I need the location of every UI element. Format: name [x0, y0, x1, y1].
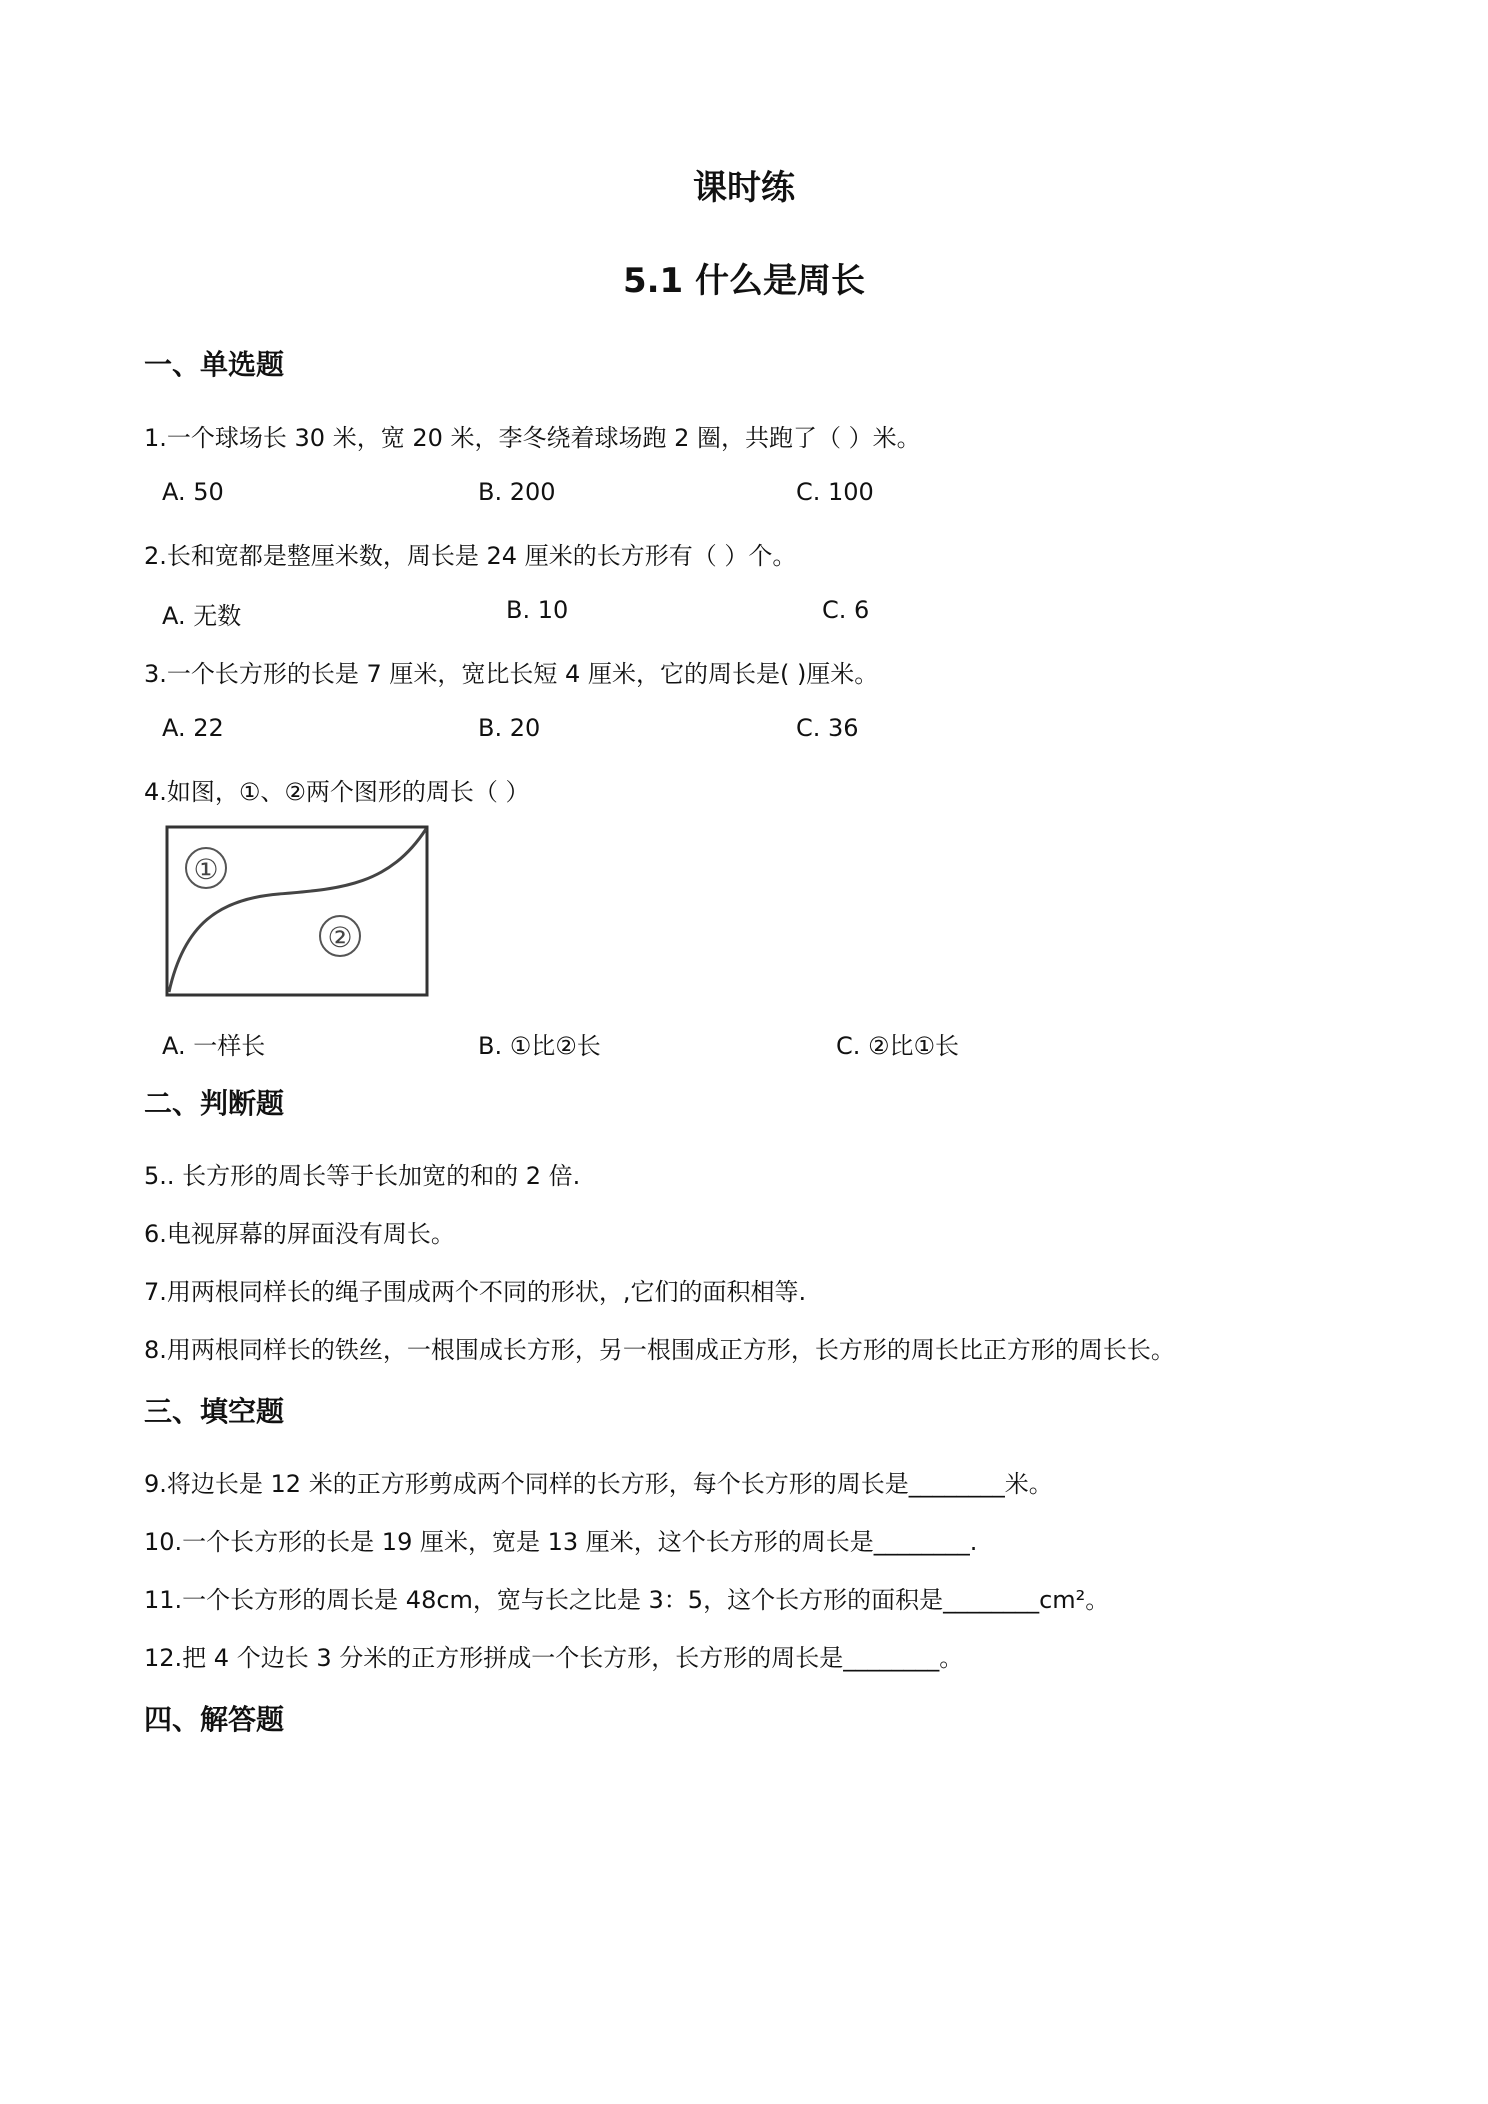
question-8: 8.用两根同样长的铁丝，一根围成长方形，另一根围成正方形，长方形的周长比正方形的周长长。: [144, 1336, 1175, 1364]
question-5: 5.. 长方形的周长等于长加宽的和的 2 倍.: [144, 1162, 581, 1190]
section-heading: 二、判断题: [144, 1087, 285, 1120]
question-10: 10.一个长方形的长是 19 厘米，宽是 13 厘米，这个长方形的周长是________.: [144, 1528, 978, 1556]
rectangle-curve-figure: [164, 824, 434, 1004]
option-a: A. 22: [162, 714, 224, 742]
question-11: 11.一个长方形的周长是 48cm，宽与长之比是 3：5，这个长方形的面积是________cm²。: [144, 1586, 1110, 1614]
question-4: 4.如图，①、②两个图形的周长（ ）: [144, 778, 530, 806]
region-1-label: ①: [193, 853, 219, 886]
option-c: C. 100: [796, 478, 874, 506]
page-title: 课时练: [693, 168, 795, 208]
section-heading: 四、解答题: [144, 1703, 285, 1736]
region-2-label: ②: [327, 921, 353, 954]
question-3: 3.一个长方形的长是 7 厘米，宽比长短 4 厘米，它的周长是( )厘米。: [144, 660, 879, 688]
question-6: 6.电视屏幕的屏面没有周长。: [144, 1220, 455, 1248]
option-c: C. 6: [822, 596, 870, 624]
option-a: A. 无数: [162, 602, 242, 630]
option-a: A. 50: [162, 478, 224, 506]
option-b: B. 20: [478, 714, 541, 742]
option-b: B. ①比②长: [478, 1032, 601, 1060]
question-7: 7.用两根同样长的绳子围成两个不同的形状，,它们的面积相等.: [144, 1278, 807, 1306]
question-9: 9.将边长是 12 米的正方形剪成两个同样的长方形，每个长方形的周长是________米。: [144, 1470, 1053, 1498]
section-heading: 三、填空题: [144, 1395, 285, 1428]
option-a: A. 一样长: [162, 1032, 266, 1060]
question-2: 2.长和宽都是整厘米数，周长是 24 厘米的长方形有（ ）个。: [144, 542, 797, 570]
option-c: C. 36: [796, 714, 859, 742]
page-subtitle: 5.1 什么是周长: [622, 261, 866, 301]
question-12: 12.把 4 个边长 3 分米的正方形拼成一个长方形，长方形的周长是________。: [144, 1644, 964, 1672]
option-b: B. 200: [478, 478, 556, 506]
option-b: B. 10: [506, 596, 569, 624]
question-1: 1.一个球场长 30 米，宽 20 米，李冬绕着球场跑 2 圈，共跑了（ ）米。: [144, 424, 921, 452]
option-c: C. ②比①长: [836, 1032, 960, 1060]
section-heading: 一、单选题: [144, 348, 285, 381]
